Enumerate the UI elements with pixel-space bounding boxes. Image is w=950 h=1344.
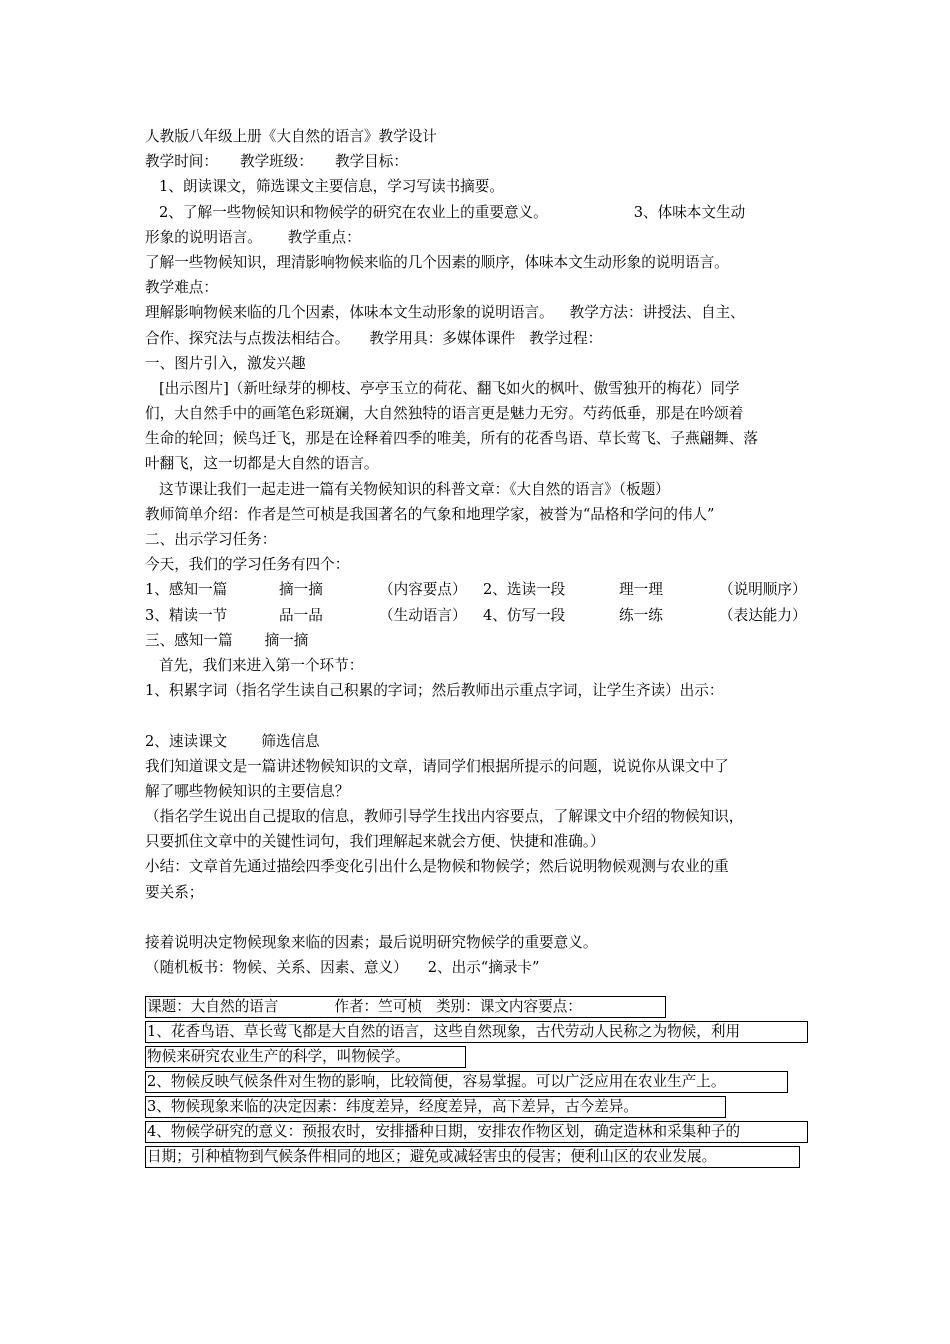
key-points-text: 了解一些物候知识，理清影响物候来临的几个因素的顺序，体味本文生动形象的说明语言。 (145, 253, 729, 271)
card-category: 类别：课文内容要点： (435, 998, 582, 1015)
task-action: 摘一摘 (279, 581, 323, 599)
goal-2: 2、了解一些物候知识和物候学的研究在农业上的重要意义。 (159, 203, 548, 221)
card-item-2: 2、物候反映气候条件对生物的影响，比较简便，容易掌握。可以广泛应用在农业生产上。 (145, 1071, 788, 1093)
para-1-line-2: 们，大自然手中的画笔色彩斑斓，大自然独特的语言更是魅力无穷。芍药低垂，那是在吟颂着 (145, 405, 744, 423)
difficulty-label: 教学难点： (145, 279, 218, 297)
first-step: 首先，我们来进入第一个环节： (159, 656, 364, 674)
task-action: 理一理 (619, 581, 663, 599)
teaching-time-label: 教学时间： (145, 153, 218, 171)
guide-line-1: （指名学生说出自己提取的信息，教师引导学生找出内容要点，了解课文中介绍的物候知识， (145, 808, 744, 826)
task-action: 练一练 (619, 606, 663, 624)
method-line (145, 326, 810, 351)
summary-line-2: 要关系； (145, 883, 204, 901)
para-1-line-1: [出示图片]（新吐绿芽的柳枝、亭亭玉立的荷花、翻飞如火的枫叶、傲雪独开的梅花）同学 (159, 379, 740, 397)
difficulty-line (145, 300, 810, 325)
task-name: 3、精读一节 (145, 606, 228, 624)
goal-3-line (145, 225, 810, 250)
board-notes: （随机板书：物候、关系、因素、意义） (145, 959, 408, 977)
section-1-heading: 一、图片引入，激发兴趣 (145, 354, 306, 372)
board-line (145, 955, 810, 980)
question-line-1: 我们知道课文是一篇讲述物候知识的文章，请同学们根据所提示的问题，说说你从课文中了 (145, 757, 729, 775)
card-item-4-line-2: 日期；引种植物到气候条件相同的地区；避免或减轻害虫的侵害；便利山区的农业发展。 (145, 1146, 800, 1168)
card-author: 作者：竺可桢 (334, 998, 422, 1015)
process-label: 教学过程： (529, 329, 603, 347)
excerpt-card-label: 2、出示“摘录卡” (427, 959, 540, 977)
task-focus: （说明顺序） (719, 581, 807, 599)
task-name: 4、仿写一段 (483, 606, 566, 624)
author-intro: 教师简单介绍：作者是竺可桢是我国著名的气象和地理学家，被誉为“品格和学问的伟人” (145, 505, 715, 523)
card-header (145, 996, 666, 1018)
method-part-a: 教学方法：讲授法、自主、 (569, 304, 745, 322)
goal-1: 1、朗读课文，筛选课文主要信息，学习写读书摘要。 (159, 178, 504, 196)
task-name: 1、感知一篇 (145, 581, 228, 599)
section-3-title: 三、感知一篇 (145, 631, 233, 649)
goal-2-line (145, 200, 810, 225)
tools-text: 教学用具：多媒体课件 (369, 329, 516, 347)
card-item-4-line-1: 4、物候学研究的意义：预报农时，安排播种日期，安排农作物区划，确定造林和采集种子的 (145, 1121, 808, 1143)
card-item-1-line-2: 物候来研究农业生产的科学，叫物候学。 (145, 1046, 466, 1068)
goal-3-part-a: 3、体味本文生动 (633, 203, 746, 221)
method-part-b: 合作、探究法与点拨法相结合。 (145, 329, 350, 347)
card-item-3: 3、物候现象来临的决定因素：纬度差异，经度差异，高下差异，古今差异。 (145, 1096, 726, 1118)
task-focus: （内容要点） (379, 581, 467, 599)
teaching-goals-label: 教学目标： (334, 153, 408, 171)
para-1-line-3: 生命的轮回；候鸟迁飞，那是在诠释着四季的唯美，所有的花香鸟语、草长莺飞、子燕翩舞、落 (145, 430, 758, 448)
card-item-1-line-1: 1、花香鸟语、草长莺飞都是大自然的语言，这些自然现象，古代劳动人民称之为物候，利用 (145, 1021, 808, 1043)
step-2-title: 2、速读课文 (145, 732, 228, 750)
para-2: 这节课让我们一起走进一篇有关物候知识的科普文章：《大自然的语言》（板题） (159, 480, 670, 498)
task-focus: （生动语言） (379, 606, 467, 624)
document-body (145, 124, 810, 980)
task-focus: （表达能力） (719, 606, 807, 624)
section-3-heading (145, 628, 810, 653)
tasks-row-2 (145, 603, 810, 628)
tasks-row-1 (145, 577, 810, 602)
document-title: 人教版八年级上册《大自然的语言》教学设计 (145, 128, 437, 145)
meta-line (145, 149, 810, 174)
summary-line-1: 小结：文章首先通过描绘四季变化引出什么是物候和物候学；然后说明物候观测与农业的重 (145, 858, 729, 876)
goal-3-part-b: 形象的说明语言。 (145, 228, 262, 246)
tasks-intro: 今天，我们的学习任务有四个： (145, 556, 350, 574)
section-3-action: 摘一摘 (264, 631, 309, 649)
step-2-action: 筛选信息 (261, 732, 320, 750)
summary-line-3: 接着说明决定物候现象来临的因素；最后说明研究物候学的重要意义。 (145, 934, 598, 951)
guide-line-2: 只要抓住文章中的关键性词句，我们理解起来就会方便、快捷和准确。） (145, 833, 605, 851)
task-action: 品一品 (279, 606, 323, 624)
excerpt-card (145, 996, 810, 1171)
section-2-heading: 二、出示学习任务： (145, 531, 277, 548)
step-1: 1、积累字词（指名学生读自己积累的字词；然后教师出示重点字词，让学生齐读）出示： (145, 682, 724, 700)
teaching-class-label: 教学班级： (239, 153, 313, 171)
task-name: 2、选读一段 (483, 581, 566, 599)
question-line-2: 解了哪些物候知识的主要信息？ (145, 782, 350, 800)
step-2 (145, 729, 810, 754)
card-topic: 课题：大自然的语言 (147, 998, 279, 1015)
para-1-line-4: 叶翻飞，这一切都是大自然的语言。 (145, 455, 379, 473)
difficulty-text: 理解影响物候来临的几个因素，体味本文生动形象的说明语言。 (145, 304, 554, 322)
key-points-label: 教学重点： (287, 228, 361, 246)
